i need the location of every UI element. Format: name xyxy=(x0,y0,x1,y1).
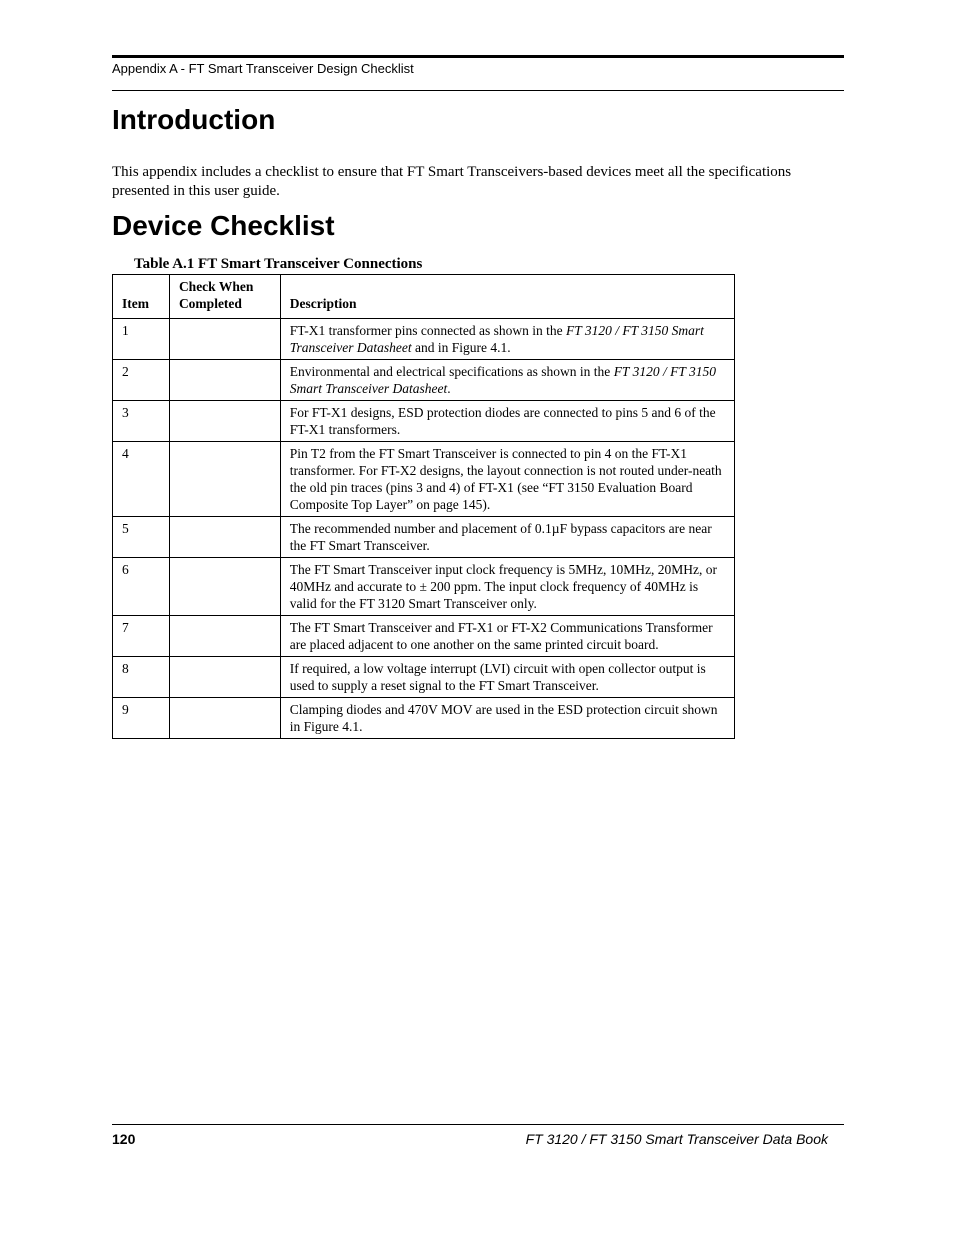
table-row xyxy=(113,360,735,401)
item-number: 9 xyxy=(113,698,170,739)
item-number: 2 xyxy=(113,360,170,401)
check-cell[interactable] xyxy=(169,558,280,616)
description-text: Environmental and electrical specifications as shown in the xyxy=(289,364,614,379)
description-cell xyxy=(280,616,734,657)
item-number: 4 xyxy=(113,442,170,517)
description-cell xyxy=(280,517,734,558)
table-row xyxy=(113,558,735,616)
description-text: Pin T2 from the FT Smart Transceiver is connected to pin 4 on the FT-X1 transformer. For FT-X2 designs, the layout connection is not routed under-neath the old pin traces (pins 3 and 4) of FT-X1 (see “FT 3150 Evaluation Board Composite Top Layer” on page 145). xyxy=(289,446,722,512)
table-row xyxy=(113,616,735,657)
table-row xyxy=(113,517,735,558)
book-title: FT 3120 / FT 3150 Smart Transceiver Data Book xyxy=(525,1131,828,1147)
check-cell[interactable] xyxy=(169,401,280,442)
device-checklist-heading: Device Checklist xyxy=(112,210,335,241)
description-cell xyxy=(280,360,734,401)
table-caption: Table A.1 FT Smart Transceiver Connections xyxy=(134,256,423,272)
header-top-rule xyxy=(112,55,844,58)
item-number: 5 xyxy=(113,517,170,558)
description-cell xyxy=(280,558,734,616)
introduction-paragraph: This appendix includes a checklist to ensure that FT Smart Transceivers-based devices meet all the specifications presented in this user guide. xyxy=(112,164,792,199)
description-text: If required, a low voltage interrupt (LVI) circuit with open collector output is used to supply a reset signal to the FT Smart Transceiver. xyxy=(289,661,706,693)
table-row xyxy=(113,657,735,698)
running-header: Appendix A - FT Smart Transceiver Design Checklist xyxy=(112,61,414,76)
check-cell[interactable] xyxy=(169,698,280,739)
description-text: The FT Smart Transceiver input clock frequency is 5MHz, 10MHz, 20MHz, or 40MHz and accurate to ± 200 ppm. The input clock frequency of 40MHz is valid for the FT 3120 Smart Transceiver only. xyxy=(289,562,717,611)
description-text-end: . xyxy=(447,381,451,396)
column-header-item: Item xyxy=(113,275,170,319)
description-text: For FT-X1 designs, ESD protection diodes are connected to pins 5 and 6 of the FT-X1 transformers. xyxy=(289,405,716,437)
description-text: Clamping diodes and 470V MOV are used in the ESD protection circuit shown in Figure 4.1. xyxy=(289,702,718,734)
check-cell[interactable] xyxy=(169,517,280,558)
footer-rule xyxy=(112,1124,844,1125)
check-cell[interactable] xyxy=(169,319,280,360)
description-cell xyxy=(280,698,734,739)
description-text: The FT Smart Transceiver and FT-X1 or FT-X2 Communications Transformer are placed adjacent to one another on the same printed circuit board. xyxy=(289,620,713,652)
header-bottom-rule xyxy=(112,90,844,91)
table-header-row xyxy=(113,275,735,319)
item-number: 6 xyxy=(113,558,170,616)
check-cell[interactable] xyxy=(169,657,280,698)
table-row xyxy=(113,698,735,739)
table-row xyxy=(113,442,735,517)
description-text: FT-X1 transformer pins connected as shown in the xyxy=(289,323,566,338)
check-cell[interactable] xyxy=(169,442,280,517)
description-reference: FT 3120 / FT 3150 Smart Transceiver Datasheet xyxy=(289,364,716,396)
description-text: The recommended number and placement of 0.1µF bypass capacitors are near the FT Smart Transceiver. xyxy=(289,521,712,553)
description-text-end: and in Figure 4.1. xyxy=(411,340,511,355)
column-header-check: Check When Completed xyxy=(169,275,280,319)
description-cell xyxy=(280,319,734,360)
checklist-table xyxy=(112,274,735,739)
description-cell xyxy=(280,442,734,517)
column-header-description: Description xyxy=(280,275,734,319)
page-number: 120 xyxy=(112,1131,136,1147)
introduction-heading: Introduction xyxy=(112,104,276,135)
check-cell[interactable] xyxy=(169,616,280,657)
description-cell xyxy=(280,401,734,442)
description-reference: FT 3120 / FT 3150 Smart Transceiver Datasheet xyxy=(289,323,704,355)
item-number: 1 xyxy=(113,319,170,360)
item-number: 7 xyxy=(113,616,170,657)
check-cell[interactable] xyxy=(169,360,280,401)
table-row xyxy=(113,319,735,360)
description-cell xyxy=(280,657,734,698)
item-number: 3 xyxy=(113,401,170,442)
table-row xyxy=(113,401,735,442)
item-number: 8 xyxy=(113,657,170,698)
